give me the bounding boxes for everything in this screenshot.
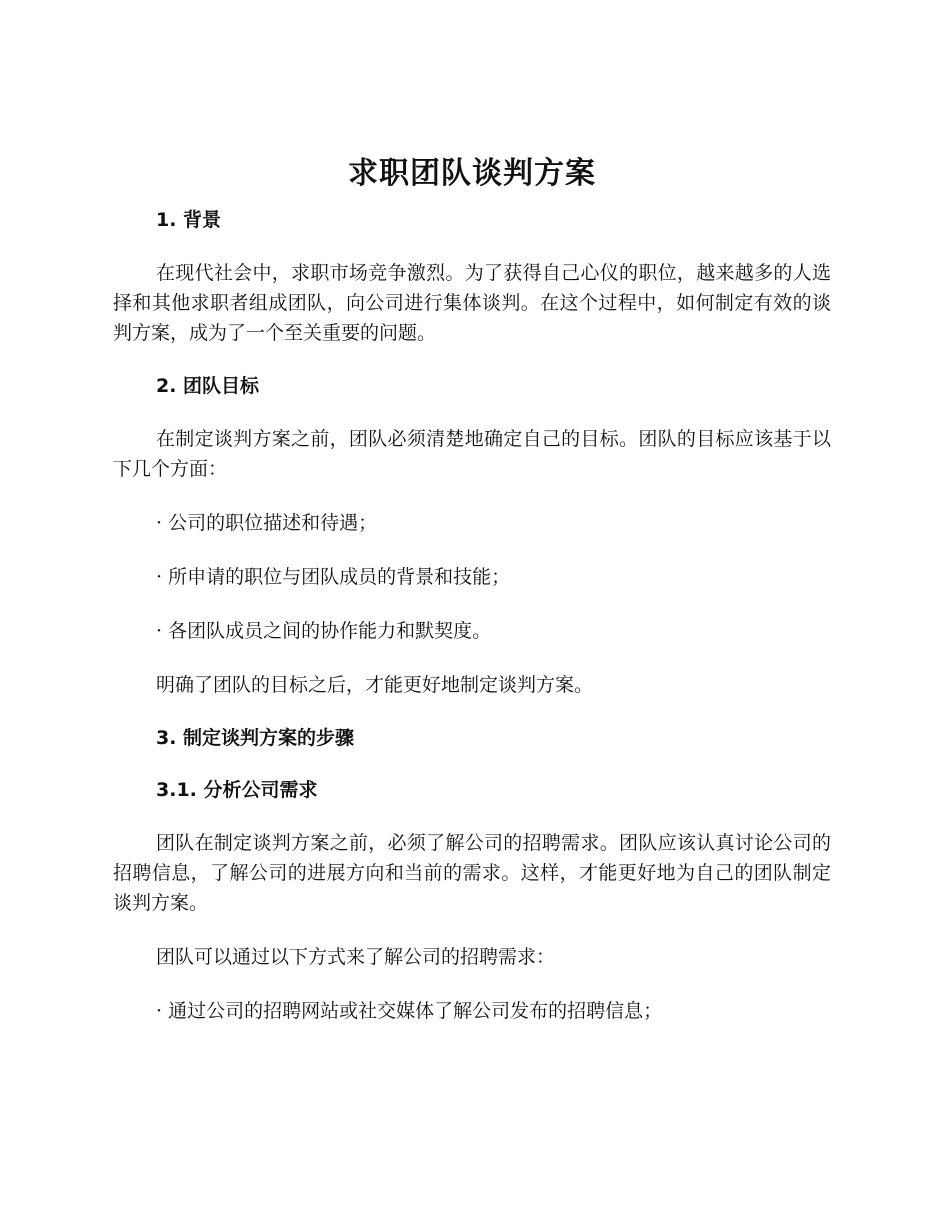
bullet-item: · 通过公司的招聘网站或社交媒体了解公司发布的招聘信息； xyxy=(156,1000,663,1022)
document-page xyxy=(113,150,831,1026)
paragraph-team-goals: 在制定谈判方案之前，团队必须清楚地确定自己的目标。团队的目标应该基于以下几个方面： xyxy=(113,428,831,480)
section-heading-team-goals: 2. 团队目标 xyxy=(156,375,260,397)
bullet-item: · 所申请的职位与团队成员的背景和技能； xyxy=(156,566,511,588)
bullet-item: · 公司的职位描述和待遇； xyxy=(156,512,378,534)
subsection-heading-analyze-needs: 3.1. 分析公司需求 xyxy=(156,779,318,801)
paragraph-ways-to-learn: 团队可以通过以下方式来了解公司的招聘需求： xyxy=(156,946,556,968)
section-heading-steps: 3. 制定谈判方案的步骤 xyxy=(156,727,355,749)
paragraph-background: 在现代社会中，求职市场竞争激烈。为了获得自己心仪的职位，越来越多的人选择和其他求职者组成团队，向公司进行集体谈判。在这个过程中，如何制定有效的谈判方案，成为了一个至关重要的问题。 xyxy=(113,262,831,344)
section-heading-background: 1. 背景 xyxy=(156,209,222,231)
bullet-item: · 各团队成员之间的协作能力和默契度。 xyxy=(156,620,492,642)
paragraph-team-goals-conclusion: 明确了团队的目标之后，才能更好地制定谈判方案。 xyxy=(156,674,594,696)
document-title: 求职团队谈判方案 xyxy=(348,156,596,191)
paragraph-analyze-needs: 团队在制定谈判方案之前，必须了解公司的招聘需求。团队应该认真讨论公司的招聘信息，了解公司的进展方向和当前的需求。这样，才能更好地为自己的团队制定谈判方案。 xyxy=(113,832,831,914)
